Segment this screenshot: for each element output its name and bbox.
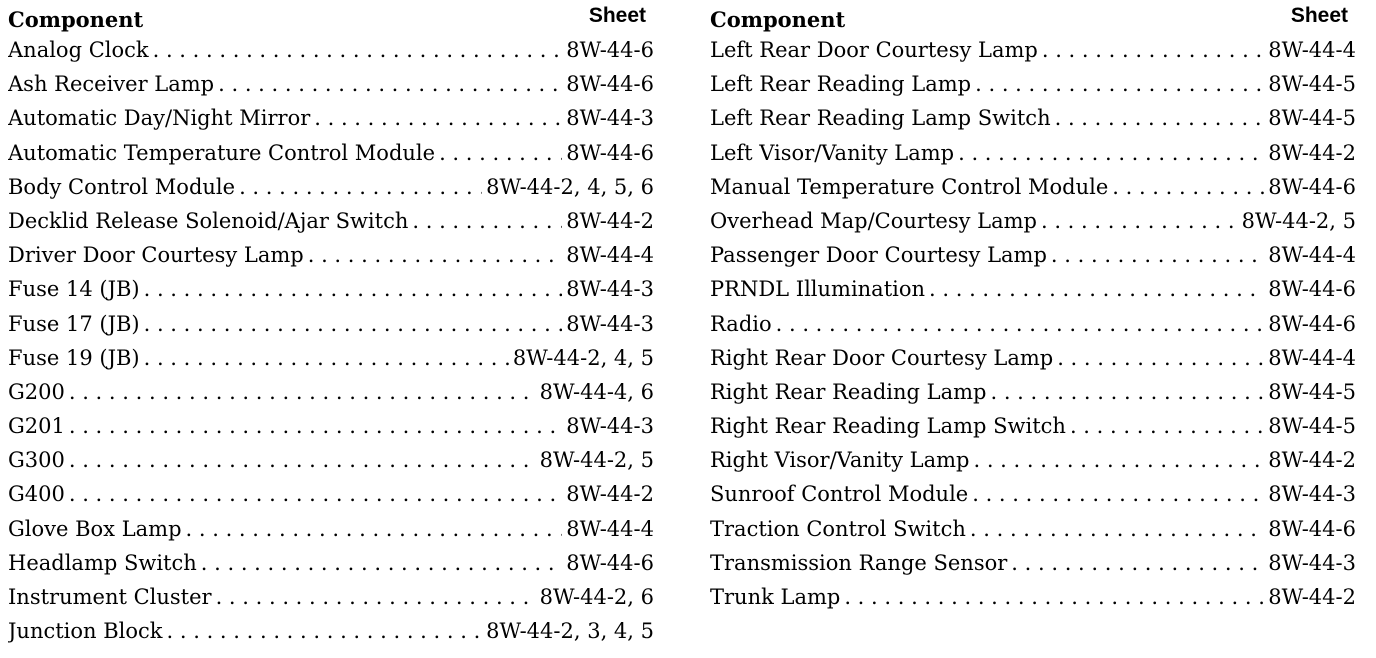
sheet-reference: 8W-44-2 bbox=[1268, 140, 1356, 165]
component-row bbox=[710, 38, 1356, 72]
dot-leader bbox=[308, 243, 563, 267]
component-row bbox=[8, 243, 654, 277]
sheet-reference: 8W-44-6 bbox=[1268, 174, 1356, 199]
sheet-reference: 8W-44-4 bbox=[1268, 243, 1356, 268]
sheet-reference: 8W-44-5 bbox=[1268, 72, 1356, 97]
component-name: Left Rear Reading Lamp Switch bbox=[710, 106, 1051, 131]
sheet-reference: 8W-44-2, 6 bbox=[539, 585, 654, 609]
component-row bbox=[710, 585, 1356, 619]
dot-leader bbox=[1011, 551, 1264, 575]
component-name: G200 bbox=[8, 379, 65, 404]
component-row bbox=[8, 141, 654, 175]
component-column-header: Component bbox=[710, 7, 846, 32]
component-row bbox=[8, 312, 654, 346]
component-row bbox=[8, 38, 654, 72]
sheet-reference: 8W-44-5 bbox=[1268, 379, 1356, 404]
dot-leader bbox=[973, 448, 1264, 472]
dot-leader bbox=[958, 141, 1264, 165]
component-name: Instrument Cluster bbox=[8, 585, 212, 609]
dot-leader bbox=[990, 380, 1264, 404]
component-row bbox=[8, 517, 654, 551]
sheet-reference: 8W-44-6 bbox=[566, 72, 654, 97]
dot-leader bbox=[69, 448, 536, 472]
sheet-reference: 8W-44-3 bbox=[566, 414, 654, 439]
sheet-reference: 8W-44-6 bbox=[566, 140, 654, 165]
component-name: Transmission Range Sensor bbox=[710, 550, 1008, 575]
component-row bbox=[8, 585, 654, 619]
component-name: Analog Clock bbox=[8, 38, 149, 62]
dot-leader bbox=[970, 517, 1264, 541]
sheet-reference: 8W-44-6 bbox=[566, 550, 654, 575]
component-row bbox=[710, 346, 1356, 380]
component-row bbox=[8, 448, 654, 482]
component-column-header: Component bbox=[8, 7, 144, 32]
sheet-column-header: Sheet bbox=[1290, 4, 1348, 27]
component-name: Overhead Map/Courtesy Lamp bbox=[710, 208, 1037, 233]
component-name: Trunk Lamp bbox=[710, 585, 841, 609]
component-row bbox=[8, 414, 654, 448]
sheet-reference: 8W-44-2, 4, 5 bbox=[512, 345, 654, 370]
sheet-reference: 8W-44-4 bbox=[566, 516, 654, 541]
component-row bbox=[710, 414, 1356, 448]
component-name: Headlamp Switch bbox=[8, 550, 197, 575]
component-name: G201 bbox=[8, 414, 65, 439]
component-row bbox=[710, 448, 1356, 482]
component-row bbox=[8, 209, 654, 243]
sheet-reference: 8W-44-2 bbox=[1268, 585, 1356, 609]
sheet-column-header: Sheet bbox=[588, 4, 646, 27]
component-name: Sunroof Control Module bbox=[710, 482, 969, 507]
dot-leader bbox=[216, 585, 536, 609]
dot-leader bbox=[1070, 414, 1264, 438]
dot-leader bbox=[69, 414, 562, 438]
right-table-header bbox=[710, 4, 1356, 38]
sheet-reference: 8W-44-3 bbox=[566, 106, 654, 131]
sheet-reference: 8W-44-6 bbox=[1268, 516, 1356, 541]
dot-leader bbox=[218, 72, 562, 96]
dot-leader bbox=[314, 106, 562, 130]
component-row bbox=[8, 619, 654, 653]
sheet-reference: 8W-44-4 bbox=[1268, 345, 1356, 370]
component-name: Passenger Door Courtesy Lamp bbox=[710, 243, 1047, 268]
dot-leader bbox=[1041, 209, 1238, 233]
dot-leader bbox=[1051, 243, 1264, 267]
sheet-reference: 8W-44-3 bbox=[566, 311, 654, 336]
dot-leader bbox=[1042, 38, 1264, 62]
dot-leader bbox=[144, 346, 509, 370]
component-row bbox=[710, 482, 1356, 516]
right-component-list bbox=[710, 38, 1356, 619]
dot-leader bbox=[201, 551, 563, 575]
sheet-reference: 8W-44-6 bbox=[1268, 311, 1356, 336]
dot-leader bbox=[144, 312, 563, 336]
sheet-reference: 8W-44-3 bbox=[566, 277, 654, 302]
component-name: G300 bbox=[8, 448, 65, 473]
dot-leader bbox=[186, 517, 563, 541]
sheet-reference: 8W-44-2 bbox=[566, 482, 654, 507]
dot-leader bbox=[776, 312, 1265, 336]
component-row bbox=[710, 380, 1356, 414]
sheet-reference: 8W-44-2, 4, 5, 6 bbox=[486, 174, 654, 199]
component-row bbox=[8, 551, 654, 585]
component-name: Left Rear Door Courtesy Lamp bbox=[710, 38, 1038, 62]
component-row bbox=[710, 141, 1356, 175]
sheet-reference: 8W-44-4 bbox=[566, 243, 654, 268]
component-row bbox=[710, 175, 1356, 209]
sheet-reference: 8W-44-5 bbox=[1268, 414, 1356, 439]
sheet-reference: 8W-44-2, 3, 4, 5 bbox=[486, 619, 654, 644]
dot-leader bbox=[1055, 106, 1265, 130]
dot-leader bbox=[972, 482, 1264, 506]
dot-leader bbox=[844, 585, 1264, 609]
component-name: Right Rear Reading Lamp bbox=[710, 379, 987, 404]
dot-leader bbox=[975, 72, 1264, 96]
component-name: Manual Temperature Control Module bbox=[710, 174, 1109, 199]
left-table-header bbox=[8, 4, 654, 38]
sheet-reference: 8W-44-4 bbox=[1268, 38, 1356, 62]
sheet-reference: 8W-44-2, 5 bbox=[1241, 208, 1356, 233]
component-row bbox=[710, 106, 1356, 140]
sheet-reference: 8W-44-6 bbox=[1268, 277, 1356, 302]
sheet-reference: 8W-44-3 bbox=[1268, 482, 1356, 507]
dot-leader bbox=[412, 209, 562, 233]
component-name: Fuse 17 (JB) bbox=[8, 311, 140, 336]
dot-leader bbox=[69, 482, 562, 506]
component-row bbox=[710, 209, 1356, 243]
component-name: Radio bbox=[710, 311, 772, 336]
dot-leader bbox=[1057, 346, 1264, 370]
component-row bbox=[710, 243, 1356, 277]
sheet-reference: 8W-44-5 bbox=[1268, 106, 1356, 131]
component-name: Glove Box Lamp bbox=[8, 516, 182, 541]
sheet-reference: 8W-44-2 bbox=[1268, 448, 1356, 473]
component-row bbox=[710, 277, 1356, 311]
component-name: Fuse 14 (JB) bbox=[8, 277, 140, 302]
component-name: Traction Control Switch bbox=[710, 516, 966, 541]
component-name: Left Rear Reading Lamp bbox=[710, 72, 972, 97]
sheet-reference: 8W-44-2 bbox=[566, 208, 654, 233]
sheet-reference: 8W-44-3 bbox=[1268, 550, 1356, 575]
component-row bbox=[8, 72, 654, 106]
component-row bbox=[710, 312, 1356, 346]
right-component-table bbox=[710, 4, 1356, 619]
component-row bbox=[710, 72, 1356, 106]
component-name: Right Visor/Vanity Lamp bbox=[710, 448, 970, 473]
component-name: Automatic Temperature Control Module bbox=[8, 140, 436, 165]
left-component-table bbox=[8, 4, 654, 653]
component-row bbox=[8, 380, 654, 414]
component-name: Automatic Day/Night Mirror bbox=[8, 106, 311, 131]
component-name: Right Rear Reading Lamp Switch bbox=[710, 414, 1066, 439]
dot-leader bbox=[239, 175, 482, 199]
dot-leader bbox=[439, 141, 562, 165]
component-name: Junction Block bbox=[8, 619, 163, 644]
dot-leader bbox=[167, 619, 483, 643]
dot-leader bbox=[153, 38, 563, 62]
component-name: G400 bbox=[8, 482, 65, 507]
dot-leader bbox=[929, 277, 1264, 301]
component-name: Ash Receiver Lamp bbox=[8, 72, 215, 97]
left-component-list bbox=[8, 38, 654, 653]
component-name: PRNDL Illumination bbox=[710, 277, 926, 302]
sheet-reference: 8W-44-2, 5 bbox=[539, 448, 654, 473]
component-row bbox=[710, 517, 1356, 551]
component-name: Body Control Module bbox=[8, 174, 236, 199]
sheet-reference: 8W-44-6 bbox=[566, 38, 654, 62]
sheet-reference: 8W-44-4, 6 bbox=[539, 379, 654, 404]
dot-leader bbox=[1112, 175, 1264, 199]
component-row bbox=[8, 346, 654, 380]
component-row bbox=[710, 551, 1356, 585]
component-name: Decklid Release Solenoid/Ajar Switch bbox=[8, 208, 409, 233]
component-row bbox=[8, 482, 654, 516]
dot-leader bbox=[144, 277, 563, 301]
component-name: Driver Door Courtesy Lamp bbox=[8, 243, 304, 268]
dot-leader bbox=[69, 380, 536, 404]
component-row bbox=[8, 175, 654, 209]
component-name: Fuse 19 (JB) bbox=[8, 345, 140, 370]
component-name: Left Visor/Vanity Lamp bbox=[710, 140, 955, 165]
component-row bbox=[8, 106, 654, 140]
component-row bbox=[8, 277, 654, 311]
component-name: Right Rear Door Courtesy Lamp bbox=[710, 345, 1054, 370]
